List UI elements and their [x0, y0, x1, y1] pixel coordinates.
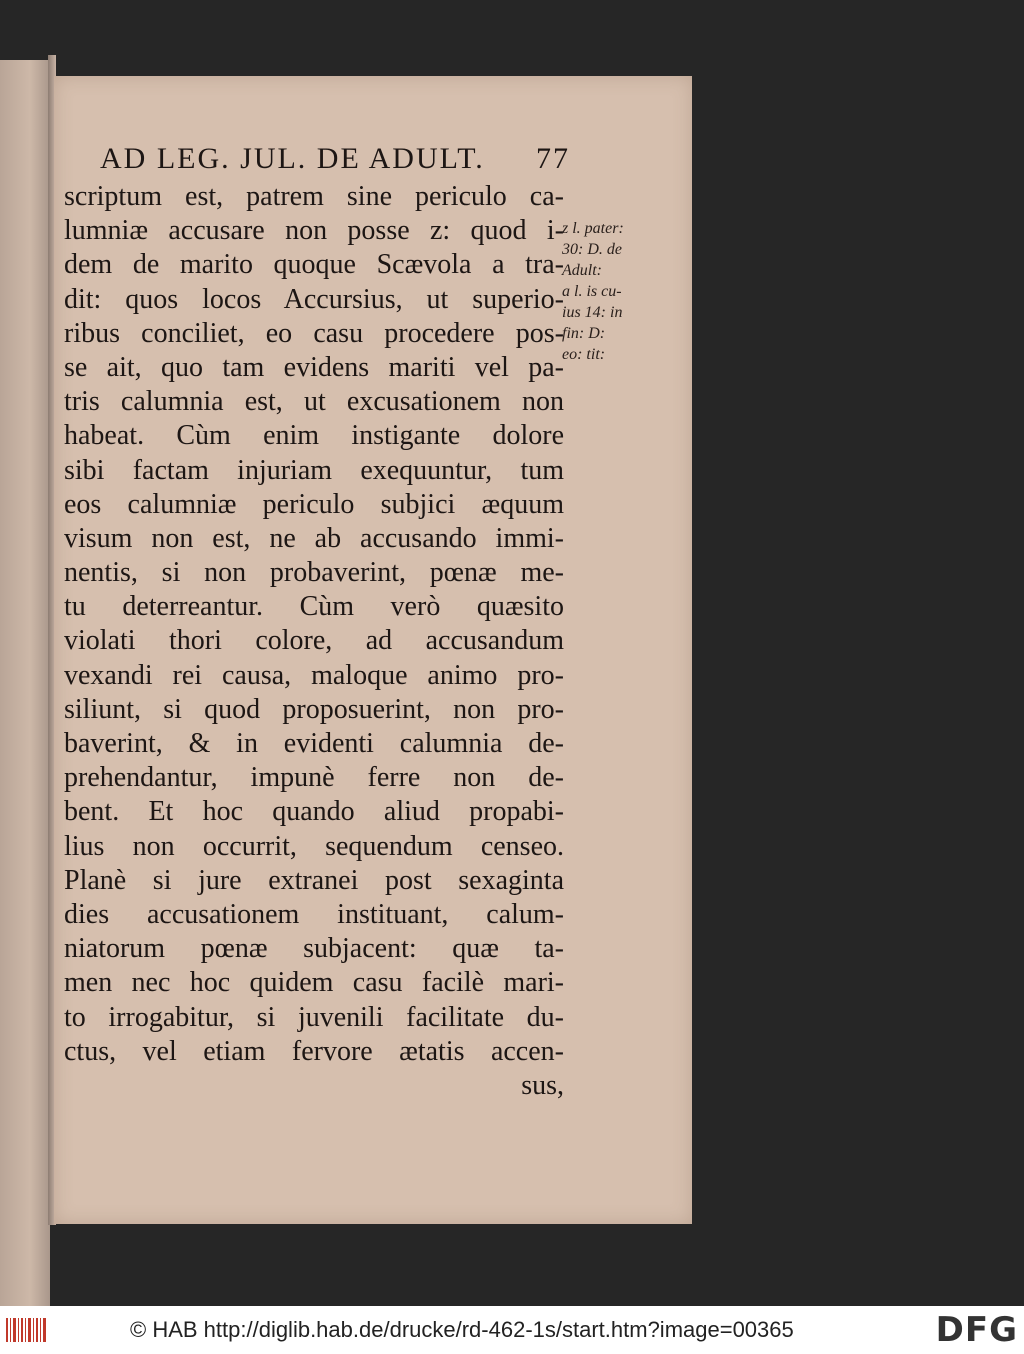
- text-line: ribus conciliet, eo casu procedere pos-: [64, 317, 564, 349]
- margin-note-line: Adult:: [562, 262, 602, 279]
- text-line: tu deterreantur. Cùm verò quæsito: [64, 591, 564, 623]
- text-line: men nec hoc quidem casu facilè mari-: [64, 967, 564, 999]
- running-title: AD LEG. JUL. DE ADULT.: [100, 142, 485, 175]
- text-line: lius non occurrit, sequendum censeo.: [64, 830, 564, 862]
- text-line: scriptum est, patrem sine periculo ca-: [64, 181, 564, 212]
- text-line: habeat. Cùm enim instigante dolore: [64, 420, 564, 452]
- text-line: baverint, & in evidenti calumnia de-: [64, 728, 564, 759]
- running-header: [100, 142, 570, 182]
- text-line: niatorum pœnæ subjacent: quæ ta-: [64, 933, 564, 965]
- barcode-icon: [6, 1318, 46, 1342]
- body-text: [64, 180, 564, 1103]
- margin-notes: [562, 218, 646, 365]
- text-line: eos calumniæ periculo subjici æquum: [64, 488, 564, 520]
- text-line: dies accusationem instituant, calum-: [64, 898, 564, 930]
- text-line: dem de marito quoque Scævola a tra-: [64, 249, 564, 281]
- text-line: Planè si jure extranei post sexaginta: [64, 864, 564, 896]
- catchword: sus,: [521, 1069, 564, 1101]
- text-line: nentis, si non probaverint, pœnæ me-: [64, 557, 564, 589]
- text-line: violati thori colore, ad accusandum: [64, 625, 564, 657]
- dfg-logo: DFG: [935, 1310, 1018, 1350]
- margin-note-line: 30: D. de: [562, 241, 622, 258]
- book-page: [54, 76, 692, 1224]
- previous-page-edge: [0, 60, 50, 1306]
- text-line: ctus, vel etiam fervore ætatis accen-: [64, 1035, 564, 1067]
- text-line: prehendantur, impunè ferre non de-: [64, 762, 564, 794]
- text-line: tris calumnia est, ut excusationem non: [64, 386, 564, 418]
- margin-note-line: ius 14: in: [562, 304, 623, 321]
- footer-bar: [0, 1306, 1024, 1354]
- margin-note-line: fin: D:: [562, 325, 606, 342]
- text-line: sibi factam injuriam exequuntur, tum: [64, 454, 564, 486]
- margin-note-line: a l. is cu-: [562, 283, 622, 300]
- margin-note-line: eo: tit:: [562, 346, 606, 363]
- text-line: dit: quos locos Accursius, ut superio-: [64, 283, 564, 315]
- credit-link[interactable]: © HAB http://diglib.hab.de/drucke/rd-462-1s/start.htm?image=00365: [130, 1317, 794, 1342]
- text-line: visum non est, ne ab accusando immi-: [64, 522, 564, 554]
- text-line: vexandi rei causa, maloque animo pro-: [64, 659, 564, 691]
- text-line: to irrogabitur, si juvenili facilitate du-: [64, 1001, 564, 1033]
- text-line: se ait, quo tam evidens mariti vel pa-: [64, 351, 564, 383]
- text-line: lumniæ accusare non posse z: quod i-: [64, 215, 564, 247]
- text-line: siliunt, si quod proposuerint, non pro-: [64, 693, 564, 725]
- page-number: 77: [536, 142, 570, 175]
- margin-note-line: z l. pater:: [562, 220, 624, 237]
- text-line: bent. Et hoc quando aliud propabi-: [64, 796, 564, 828]
